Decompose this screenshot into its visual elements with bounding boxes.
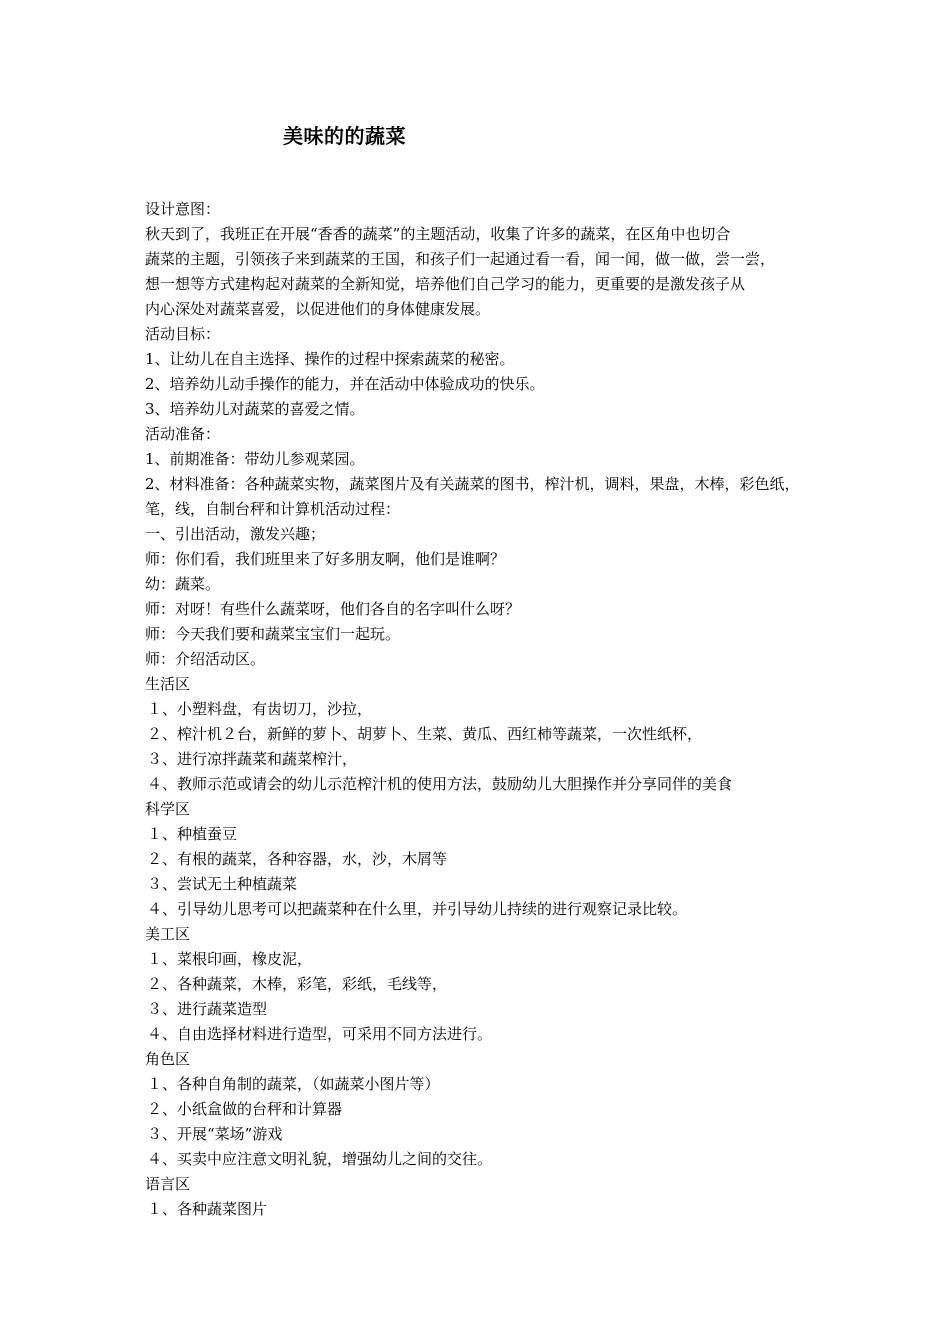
list-item: １、各种自角制的蔬菜，（如蔬菜小图片等） [147, 1075, 440, 1093]
list-item: ３、进行凉拌蔬菜和蔬菜榨汁， [147, 750, 358, 768]
dialogue-line: 幼：蔬菜。 [145, 575, 221, 593]
list-item: ２、榨汁机２台，新鲜的萝卜、胡萝卜、生菜、黄瓜、西红柿等蔬菜，一次性纸杯， [147, 725, 703, 743]
dialogue-line: 师：介绍活动区。 [145, 650, 266, 668]
area-heading: 角色区 [145, 1050, 191, 1068]
area-heading: 科学区 [145, 800, 191, 818]
list-item: ４、自由选择材料进行造型，可采用不同方法进行。 [147, 1025, 493, 1043]
document-title: 美味的的蔬菜 [283, 124, 406, 148]
dialogue-line: 师：你们看，我们班里来了好多朋友啊，他们是谁啊？ [145, 550, 506, 568]
section-heading: 活动目标： [145, 325, 221, 343]
body-line: 2、材料准备：各种蔬菜实物，蔬菜图片及有关蔬菜的图书，榨汁机，调料，果盘，木棒，彩色纸， [145, 475, 800, 493]
body-line: 内心深处对蔬菜喜爱，以促进他们的身体健康发展。 [145, 300, 491, 318]
list-item: ３、开展“菜场”游戏 [147, 1125, 283, 1143]
body-line: 3、培养幼儿对蔬菜的喜爱之情。 [145, 400, 365, 418]
area-heading: 美工区 [145, 925, 191, 943]
list-item: １、种植蚕豆 [147, 825, 238, 843]
body-line: 秋天到了，我班正在开展“香香的蔬菜”的主题活动，收集了许多的蔬菜，在区角中也切合 [145, 225, 731, 243]
list-item: ２、各种蔬菜，木棒，彩笔，彩纸，毛线等， [147, 975, 448, 993]
dialogue-line: 师：对呀！有些什么蔬菜呀，他们各自的名字叫什么呀？ [145, 600, 521, 618]
area-heading: 生活区 [145, 675, 191, 693]
list-item: ２、有根的蔬菜，各种容器，水，沙，木屑等 [147, 850, 448, 868]
list-item: ４、教师示范或请会的幼儿示范榨汁机的使用方法，鼓励幼儿大胆操作并分享同伴的美食 [147, 775, 733, 793]
body-line: 一、引出活动，激发兴趣； [145, 525, 326, 543]
body-line: 1、前期准备：带幼儿参观菜园。 [145, 450, 365, 468]
body-line: 蔬菜的主题，引领孩子来到蔬菜的王国，和孩子们一起通过看一看，闻一闻，做一做，尝一尝， [145, 250, 776, 268]
body-line: 想一想等方式建构起对蔬菜的全新知觉，培养他们自己学习的能力，更重要的是激发孩子从 [145, 275, 746, 293]
list-item: ３、尝试无土种植蔬菜 [147, 875, 298, 893]
dialogue-line: 师：今天我们要和蔬菜宝宝们一起玩。 [145, 625, 401, 643]
document-body [145, 197, 825, 1222]
section-heading: 活动准备： [145, 425, 221, 443]
list-item: １、各种蔬菜图片 [147, 1200, 268, 1218]
body-line: 设计意图： [145, 200, 221, 218]
list-item: ４、买卖中应注意文明礼貌，增强幼儿之间的交往。 [147, 1150, 493, 1168]
list-item: ２、小纸盒做的台秤和计算器 [147, 1100, 343, 1118]
list-item: ４、引导幼儿思考可以把蔬菜种在什么里，并引导幼儿持续的进行观察记录比较。 [147, 900, 688, 918]
body-line: 2、培养幼儿动手操作的能力，并在活动中体验成功的快乐。 [145, 375, 545, 393]
body-line: 1、让幼儿在自主选择、操作的过程中探索蔬菜的秘密。 [145, 350, 515, 368]
list-item: １、菜根印画，橡皮泥， [147, 950, 313, 968]
body-line: 笔，线，自制台秤和计算机活动过程： [145, 500, 401, 518]
list-item: １、小塑料盘，有齿切刀，沙拉， [147, 700, 373, 718]
area-heading: 语言区 [145, 1175, 191, 1193]
list-item: ３、进行蔬菜造型 [147, 1000, 268, 1018]
